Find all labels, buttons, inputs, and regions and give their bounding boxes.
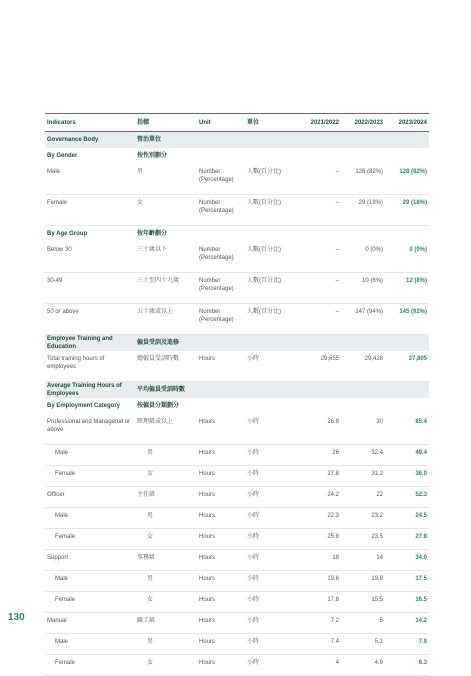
value-2022-2023: 31.2: [341, 466, 385, 487]
table-header-row: [45, 114, 429, 132]
header-year-2023: 2023/2024: [385, 114, 429, 132]
table-row: [45, 655, 429, 676]
row-unit-zh: 小時: [245, 529, 297, 550]
value-2023-2024: 16.5: [385, 592, 429, 613]
value-2022-2023: 30: [341, 414, 385, 445]
row-filler: [197, 398, 429, 414]
row-label-zh: 男: [135, 634, 197, 655]
row-label-zh: 僱員受訓及進修: [135, 335, 197, 352]
value-2022-2023: 23.5: [341, 529, 385, 550]
row-unit-zh: 人數(百分比): [245, 273, 297, 304]
section-group-row: [45, 335, 429, 352]
value-2021-2022: 22.3: [297, 508, 341, 529]
value-2022-2023: 23.2: [341, 508, 385, 529]
row-label-zh: 平均僱員受訓時數: [135, 382, 197, 399]
row-unit: Hours: [197, 529, 245, 550]
value-2022-2023: 147 (94%): [341, 304, 385, 335]
table-body: [45, 132, 429, 676]
row-unit: Hours: [197, 351, 245, 382]
table-row: [45, 487, 429, 508]
value-2022-2023: 10 (6%): [341, 273, 385, 304]
row-label-en: Male: [45, 634, 135, 655]
value-2023-2024: 85.4: [385, 414, 429, 445]
row-unit: Hours: [197, 571, 245, 592]
row-unit: Hours: [197, 613, 245, 634]
value-2023-2024: 17.5: [385, 571, 429, 592]
row-unit: Number (Percentage): [197, 242, 245, 273]
value-2021-2022: 4: [297, 655, 341, 676]
value-2023-2024: 29 (18%): [385, 195, 429, 226]
value-2023-2024: 0 (0%): [385, 242, 429, 273]
row-unit-zh: 小時: [245, 571, 297, 592]
value-2021-2022: 26.8: [297, 414, 341, 445]
value-2023-2024: 52.3: [385, 487, 429, 508]
value-2021-2022: –: [297, 242, 341, 273]
row-filler: [197, 226, 429, 243]
header-indicators-zh: 指標: [135, 114, 197, 132]
row-filler: [197, 148, 429, 164]
row-unit-zh: 小時: [245, 634, 297, 655]
table-row: [45, 414, 429, 445]
row-unit: Hours: [197, 508, 245, 529]
row-label-zh: 女: [135, 592, 197, 613]
row-unit-zh: 小時: [245, 414, 297, 445]
row-label-zh: 男: [135, 508, 197, 529]
header-year-2022: 2022/2023: [341, 114, 385, 132]
row-label-zh: 女: [135, 655, 197, 676]
value-2022-2023: 5: [341, 613, 385, 634]
row-label-zh: 按性別劃分: [135, 148, 197, 164]
value-2022-2023: 22: [341, 487, 385, 508]
row-unit: Number (Percentage): [197, 195, 245, 226]
row-label-en: By Age Group: [45, 226, 135, 243]
section-group-row: [45, 132, 429, 149]
table-row: [45, 164, 429, 195]
row-label-en: Male: [45, 571, 135, 592]
subsection-row: [45, 398, 429, 414]
value-2022-2023: 4.9: [341, 655, 385, 676]
row-label-en: Average Training Hours of Employees: [45, 382, 135, 399]
row-unit-zh: 人數(百分比): [245, 304, 297, 335]
row-label-en: Below 30: [45, 242, 135, 273]
table-row: [45, 304, 429, 335]
value-2021-2022: 27.8: [297, 466, 341, 487]
row-label-zh: 事務級: [135, 550, 197, 571]
value-2023-2024: 37,805: [385, 351, 429, 382]
row-label-zh: 五十歲或以上: [135, 304, 197, 335]
row-unit-zh: 人數(百分比): [245, 242, 297, 273]
value-2021-2022: –: [297, 195, 341, 226]
row-label-zh: 按僱員分類劃分: [135, 398, 197, 414]
value-2023-2024: 145 (92%): [385, 304, 429, 335]
row-unit: Hours: [197, 414, 245, 445]
section-group-row: [45, 382, 429, 399]
value-2022-2023: 15.5: [341, 592, 385, 613]
table-row: [45, 592, 429, 613]
row-label-en: Female: [45, 592, 135, 613]
row-unit: Number (Percentage): [197, 304, 245, 335]
row-label-en: Female: [45, 195, 135, 226]
table-row: [45, 550, 429, 571]
table-row: [45, 508, 429, 529]
row-unit: Number (Percentage): [197, 164, 245, 195]
row-label-en: 50 or above: [45, 304, 135, 335]
row-unit-zh: 人數(百分比): [245, 195, 297, 226]
table-row: [45, 571, 429, 592]
row-unit-zh: 小時: [245, 351, 297, 382]
table-row: [45, 445, 429, 466]
value-2021-2022: –: [297, 164, 341, 195]
header-indicators: Indicators: [45, 114, 135, 132]
value-2023-2024: 49.4: [385, 445, 429, 466]
row-unit-zh: 小時: [245, 613, 297, 634]
row-unit-zh: 小時: [245, 655, 297, 676]
row-unit-zh: 小時: [245, 445, 297, 466]
row-unit: Hours: [197, 466, 245, 487]
page-number: 130: [8, 612, 25, 623]
table-row: [45, 466, 429, 487]
value-2021-2022: 25.8: [297, 529, 341, 550]
row-label-zh: 女: [135, 195, 197, 226]
value-2022-2023: 5.1: [341, 634, 385, 655]
table-row: [45, 351, 429, 382]
row-label-en: Manual: [45, 613, 135, 634]
row-label-zh: 管治單位: [135, 132, 197, 149]
row-unit: Hours: [197, 634, 245, 655]
row-filler: [197, 382, 429, 399]
value-2023-2024: 27.8: [385, 529, 429, 550]
row-label-zh: 女: [135, 529, 197, 550]
row-label-en: Male: [45, 508, 135, 529]
value-2021-2022: –: [297, 273, 341, 304]
row-label-en: Female: [45, 655, 135, 676]
row-label-zh: 總僱員受訓時數: [135, 351, 197, 382]
table-row: [45, 529, 429, 550]
value-2023-2024: 7.9: [385, 634, 429, 655]
row-filler: [197, 132, 429, 149]
row-label-zh: 男: [135, 164, 197, 195]
row-label-zh: 經理級或以上: [135, 414, 197, 445]
row-label-zh: 按年齡劃分: [135, 226, 197, 243]
row-filler: [197, 335, 429, 352]
row-label-zh: 職工級: [135, 613, 197, 634]
value-2021-2022: –: [297, 304, 341, 335]
value-2022-2023: 14: [341, 550, 385, 571]
row-label-zh: 男: [135, 571, 197, 592]
row-unit-zh: 小時: [245, 466, 297, 487]
row-label-zh: 三十歲以下: [135, 242, 197, 273]
row-label-en: Female: [45, 529, 135, 550]
row-label-en: Officer: [45, 487, 135, 508]
row-label-en: Professional and Managerial or above: [45, 414, 135, 445]
row-unit-zh: 人數(百分比): [245, 164, 297, 195]
row-unit: Hours: [197, 592, 245, 613]
value-2021-2022: 29,655: [297, 351, 341, 382]
row-unit: Hours: [197, 655, 245, 676]
row-label-en: Governance Body: [45, 132, 135, 149]
value-2023-2024: 14.2: [385, 613, 429, 634]
value-2023-2024: 6.3: [385, 655, 429, 676]
row-unit-zh: 小時: [245, 592, 297, 613]
row-label-en: Employee Training and Education: [45, 335, 135, 352]
subsection-row: [45, 226, 429, 243]
row-unit: Hours: [197, 445, 245, 466]
row-unit: Hours: [197, 487, 245, 508]
value-2023-2024: 12 (8%): [385, 273, 429, 304]
subsection-row: [45, 148, 429, 164]
value-2021-2022: 19.6: [297, 571, 341, 592]
value-2023-2024: 34.0: [385, 550, 429, 571]
value-2023-2024: 128 (82%): [385, 164, 429, 195]
row-label-zh: 女: [135, 466, 197, 487]
header-unit-zh: 單位: [245, 114, 297, 132]
row-label-en: Support: [45, 550, 135, 571]
header-year-2021: 2021/2022: [297, 114, 341, 132]
value-2021-2022: 7.2: [297, 613, 341, 634]
value-2022-2023: 29,428: [341, 351, 385, 382]
header-unit: Unit: [197, 114, 245, 132]
value-2022-2023: 19.8: [341, 571, 385, 592]
value-2021-2022: 24.2: [297, 487, 341, 508]
value-2021-2022: 26: [297, 445, 341, 466]
row-label-zh: 男: [135, 445, 197, 466]
row-label-en: Total training hours of employees: [45, 351, 135, 382]
table-row: [45, 634, 429, 655]
table-row: [45, 242, 429, 273]
row-unit: Number (Percentage): [197, 273, 245, 304]
value-2021-2022: 17.8: [297, 592, 341, 613]
row-unit-zh: 小時: [245, 508, 297, 529]
row-label-en: Male: [45, 164, 135, 195]
value-2022-2023: 0 (0%): [341, 242, 385, 273]
row-label-en: 30-49: [45, 273, 135, 304]
row-unit-zh: 小時: [245, 487, 297, 508]
row-label-zh: 主任級: [135, 487, 197, 508]
table-row: [45, 273, 429, 304]
row-label-en: By Employment Category: [45, 398, 135, 414]
table-row: [45, 195, 429, 226]
row-unit: Hours: [197, 550, 245, 571]
row-label-en: Female: [45, 466, 135, 487]
value-2022-2023: 29 (18%): [341, 195, 385, 226]
row-label-en: By Gender: [45, 148, 135, 164]
value-2022-2023: 128 (82%): [341, 164, 385, 195]
row-label-zh: 三十至四十九歲: [135, 273, 197, 304]
value-2021-2022: 7.4: [297, 634, 341, 655]
esg-data-table: [45, 113, 429, 676]
row-unit-zh: 小時: [245, 550, 297, 571]
table-row: [45, 613, 429, 634]
row-label-en: Male: [45, 445, 135, 466]
value-2023-2024: 24.5: [385, 508, 429, 529]
value-2022-2023: 32.4: [341, 445, 385, 466]
value-2021-2022: 18: [297, 550, 341, 571]
value-2023-2024: 36.0: [385, 466, 429, 487]
